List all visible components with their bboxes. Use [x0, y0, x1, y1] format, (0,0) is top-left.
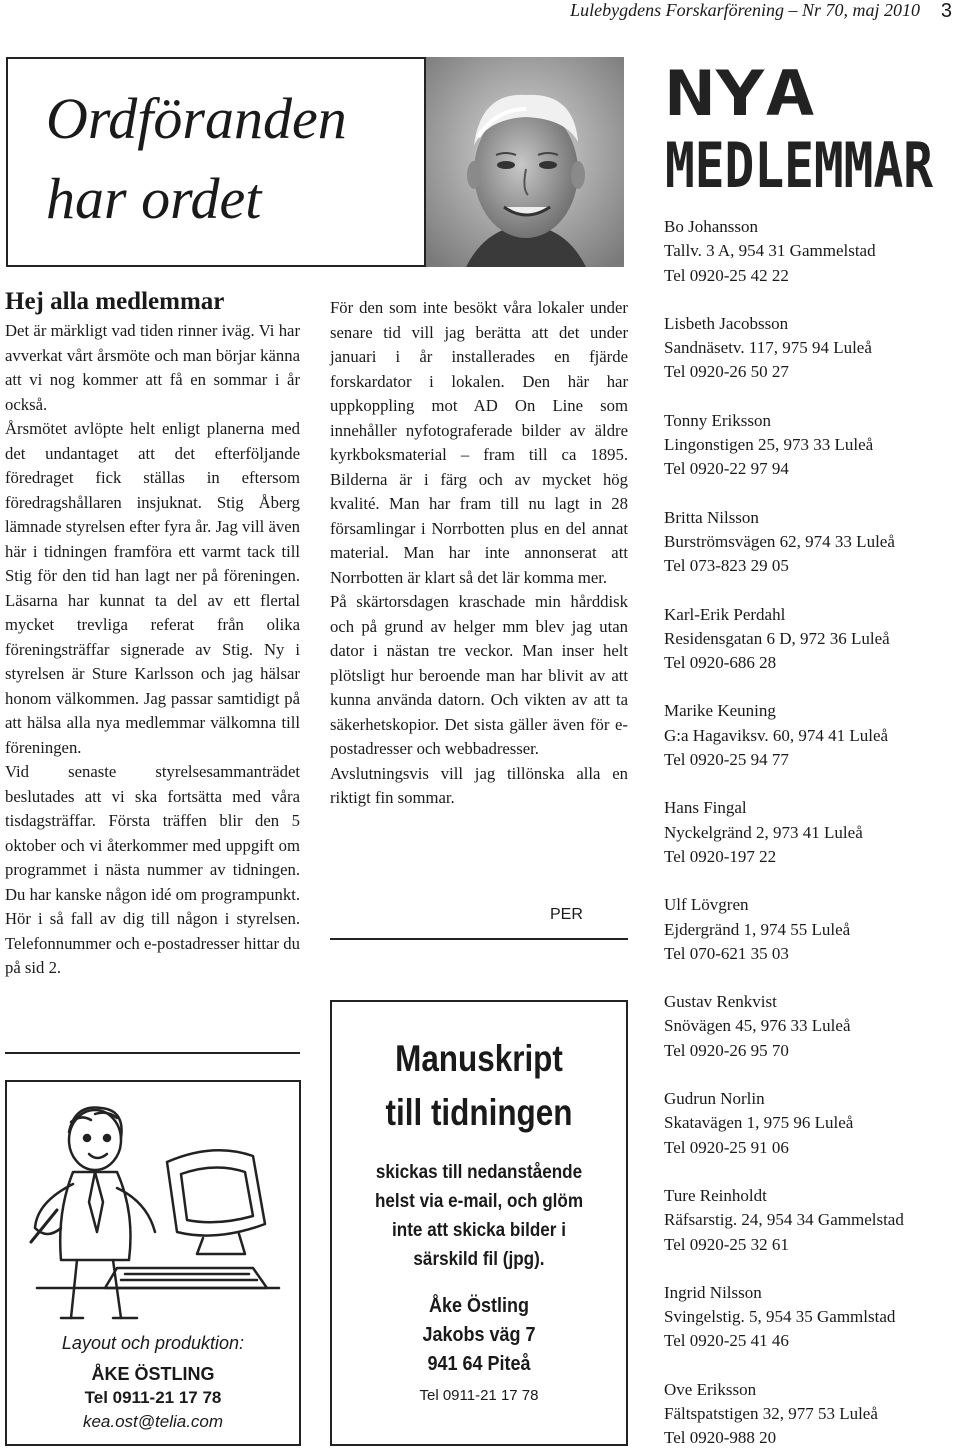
- member-address: Svingelstig. 5, 954 35 Gammlstad: [664, 1307, 896, 1327]
- member-name: Ulf Lövgren: [664, 895, 749, 915]
- member-entry: [664, 796, 960, 869]
- author-portrait: [426, 57, 624, 267]
- contact-phone: Tel 0911-21 17 78: [419, 1387, 539, 1404]
- logo-line-2: MEDLEMMAR: [665, 129, 934, 197]
- logo-line-1: NYA: [665, 57, 815, 130]
- title-line-1: Ordföranden: [46, 86, 347, 151]
- member-entry: [664, 1281, 960, 1354]
- member-entry: [664, 1184, 960, 1257]
- member-address: Snövägen 45, 976 33 Luleå: [664, 1016, 851, 1036]
- member-address: Tallv. 3 A, 954 31 Gammelstad: [664, 241, 876, 261]
- computer-user-illustration: [17, 1092, 289, 1328]
- member-name: Hans Fingal: [664, 798, 747, 818]
- column-text: [330, 296, 628, 811]
- member-address: Ejdergränd 1, 974 55 Luleå: [664, 919, 851, 939]
- contact-name: Åke Östling: [428, 1295, 530, 1317]
- paragraph: Vid senaste styrelsesammanträdet beslutades att vi ska fortsätta med våra tisdagsträffar. Första träffen blir den 5 oktober och vi återkommer med uppgift om programmet i nästa nummer av tidningen. Du har kanske någon idé om programpunkt. Hör i så fall av dig till någon i styrelsen. Telefonnummer och e-postadresser hittar du på sid 2.: [5, 762, 300, 977]
- layout-email[interactable]: kea.ost@telia.com: [82, 1412, 224, 1431]
- paragraph: På skärtorsdagen kraschade min hårddisk och på grund av helger mm blev jag utan dator i nästan tre veckor. Man inser helt plötsligt hur beroende man har blivit av att kunna använda datorn. Och vikten av att ta säkerhetskopior. Det sista gäller även för e-postadresser och webbadresser.: [330, 592, 628, 758]
- member-entry: [664, 409, 960, 482]
- paragraph: Årsmötet avlöpte helt enligt planerna med det undantaget att det efterföljande föredraget fick ställas in eftersom föredragshållaren insjuknat. Stig Åberg lämnade styrelsen efter fyra år. Jag vill även här i tidningen framföra ett varmt tack till Stig för den tid han lagt ner på föreningen. Läsarna har kunnat ta del av ett flertal mycket trevliga referat från olika föreningsträffar signerade av Stig. Ny i styrelsen är Sture Karlsson och jag hälsar honom välkommen. Jag passar samtidigt på att hälsa alla nya medlemmar välkomna till föreningen.: [5, 419, 300, 757]
- new-members-logo: [657, 57, 937, 197]
- member-name: Ingrid Nilsson: [664, 1282, 762, 1302]
- member-phone: Tel 0920-25 32 61: [664, 1234, 789, 1254]
- layout-phone: Tel 0911-21 17 78: [84, 1388, 222, 1407]
- member-entry: [664, 1087, 960, 1160]
- manuscript-box: [330, 1000, 628, 1446]
- member-address: Sandnäsetv. 117, 975 94 Luleå: [664, 338, 872, 358]
- member-entry: [664, 699, 960, 772]
- member-entry: [664, 215, 960, 288]
- member-entry: [664, 312, 960, 385]
- member-phone: Tel 0920-26 95 70: [664, 1040, 789, 1060]
- member-entry: [664, 603, 960, 676]
- manuscript-title-2: till tidningen: [385, 1092, 573, 1133]
- page-title: [8, 59, 424, 239]
- member-phone: Tel 0920-25 94 77: [664, 750, 789, 770]
- running-header: Lulebygdens Forskarförening – Nr 70, maj 2010: [570, 0, 920, 20]
- member-phone: Tel 0920-25 42 22: [664, 265, 789, 285]
- member-phone: Tel 0920-988 20: [664, 1428, 777, 1448]
- greeting-heading: Hej alla medlemmar: [5, 288, 225, 315]
- member-address: Residensgatan 6 D, 972 36 Luleå: [664, 628, 890, 648]
- member-name: Marike Keuning: [664, 701, 776, 721]
- member-address: Nyckelgränd 2, 973 41 Luleå: [664, 822, 863, 842]
- member-address: Burströmsvägen 62, 974 33 Luleå: [664, 531, 895, 551]
- member-address: Räfsarstig. 24, 954 34 Gammelstad: [664, 1210, 904, 1230]
- member-name: Lisbeth Jacobsson: [664, 313, 789, 333]
- member-name: Bo Johansson: [664, 217, 758, 236]
- page-number: 3: [940, 0, 952, 22]
- manuscript-instructions: skickas till nedanstående helst via e-mail, och glöm inte att skicka bilder i särskild fil (jpg).: [374, 1162, 584, 1270]
- member-name: Karl-Erik Perdahl: [664, 604, 786, 624]
- member-entry: [664, 1378, 960, 1450]
- divider: [5, 1052, 300, 1054]
- contact-street: Jakobs väg 7: [422, 1324, 536, 1346]
- layout-label: Layout och produktion:: [61, 1333, 245, 1353]
- layout-name: ÅKE ÖSTLING: [91, 1364, 215, 1384]
- chairman-column: [5, 285, 300, 981]
- layout-credit-box: [5, 1080, 301, 1446]
- divider: [330, 938, 628, 940]
- member-phone: Tel 0920-25 41 46: [664, 1331, 789, 1351]
- member-entry: [664, 990, 960, 1063]
- portrait-image: [426, 57, 624, 267]
- new-members-list: [664, 215, 960, 1450]
- member-address: Lingonstigen 25, 973 33 Luleå: [664, 435, 874, 455]
- member-name: Gudrun Norlin: [664, 1089, 765, 1109]
- member-phone: Tel 0920-26 50 27: [664, 362, 789, 382]
- member-phone: Tel 0920-686 28: [664, 653, 777, 673]
- paragraph: Avslutningsvis vill jag tillönska alla en riktigt fin sommar.: [330, 763, 628, 807]
- member-name: Britta Nilsson: [664, 507, 759, 527]
- new-members-logo-art: [657, 57, 937, 197]
- manuscript-address: [347, 1292, 612, 1379]
- member-name: Ture Reinholdt: [664, 1185, 767, 1205]
- member-phone: Tel 0920-25 91 06: [664, 1137, 789, 1157]
- member-address: Fältspatstigen 32, 977 53 Luleå: [664, 1403, 878, 1423]
- signature: PER: [550, 906, 583, 923]
- member-address: Skatavägen 1, 975 96 Luleå: [664, 1113, 854, 1133]
- member-name: Gustav Renkvist: [664, 992, 777, 1012]
- member-entry: [664, 506, 960, 579]
- paragraph: Det är märkligt vad tiden rinner iväg. Vi har avverkat vårt årsmöte och man börjar känna att vi nog kommer att få en sommar i år också.: [5, 321, 300, 414]
- title-box: [6, 57, 426, 267]
- layout-credit: [7, 1330, 299, 1434]
- member-phone: Tel 070-621 35 03: [664, 943, 789, 963]
- member-phone: Tel 073-823 29 05: [664, 556, 789, 576]
- member-phone: Tel 0920-197 22: [664, 846, 777, 866]
- title-line-2: har ordet: [46, 166, 262, 231]
- chairman-text: [5, 319, 300, 981]
- member-name: Ove Eriksson: [664, 1379, 757, 1399]
- member-entry: [664, 893, 960, 966]
- member-address: G:a Hagaviksv. 60, 974 41 Luleå: [664, 725, 889, 745]
- member-phone: Tel 0920-22 97 94: [664, 459, 789, 479]
- manuscript-title-1: Manuskript: [395, 1038, 563, 1079]
- contact-city: 941 64 Piteå: [427, 1353, 531, 1375]
- second-column: [330, 296, 628, 923]
- paragraph: För den som inte besökt våra lokaler under senare tid vill jag berätta att det under januari i år installerades en fjärde forskardator i lokalen. Den här har uppkoppling mot AD On Line som innehåller nyfotograferade bilder av äldre kyrkboksmaterial – fram till ca 1895. Bilderna är i färg och av mycket hög kvalité. Man har fram till nu lagt in 28 församlingar i Norrbotten plus en del annat material. Man har inte annonserat att Norrbotten är klart så det lär komma mer.: [330, 298, 628, 587]
- member-name: Tonny Eriksson: [664, 410, 771, 430]
